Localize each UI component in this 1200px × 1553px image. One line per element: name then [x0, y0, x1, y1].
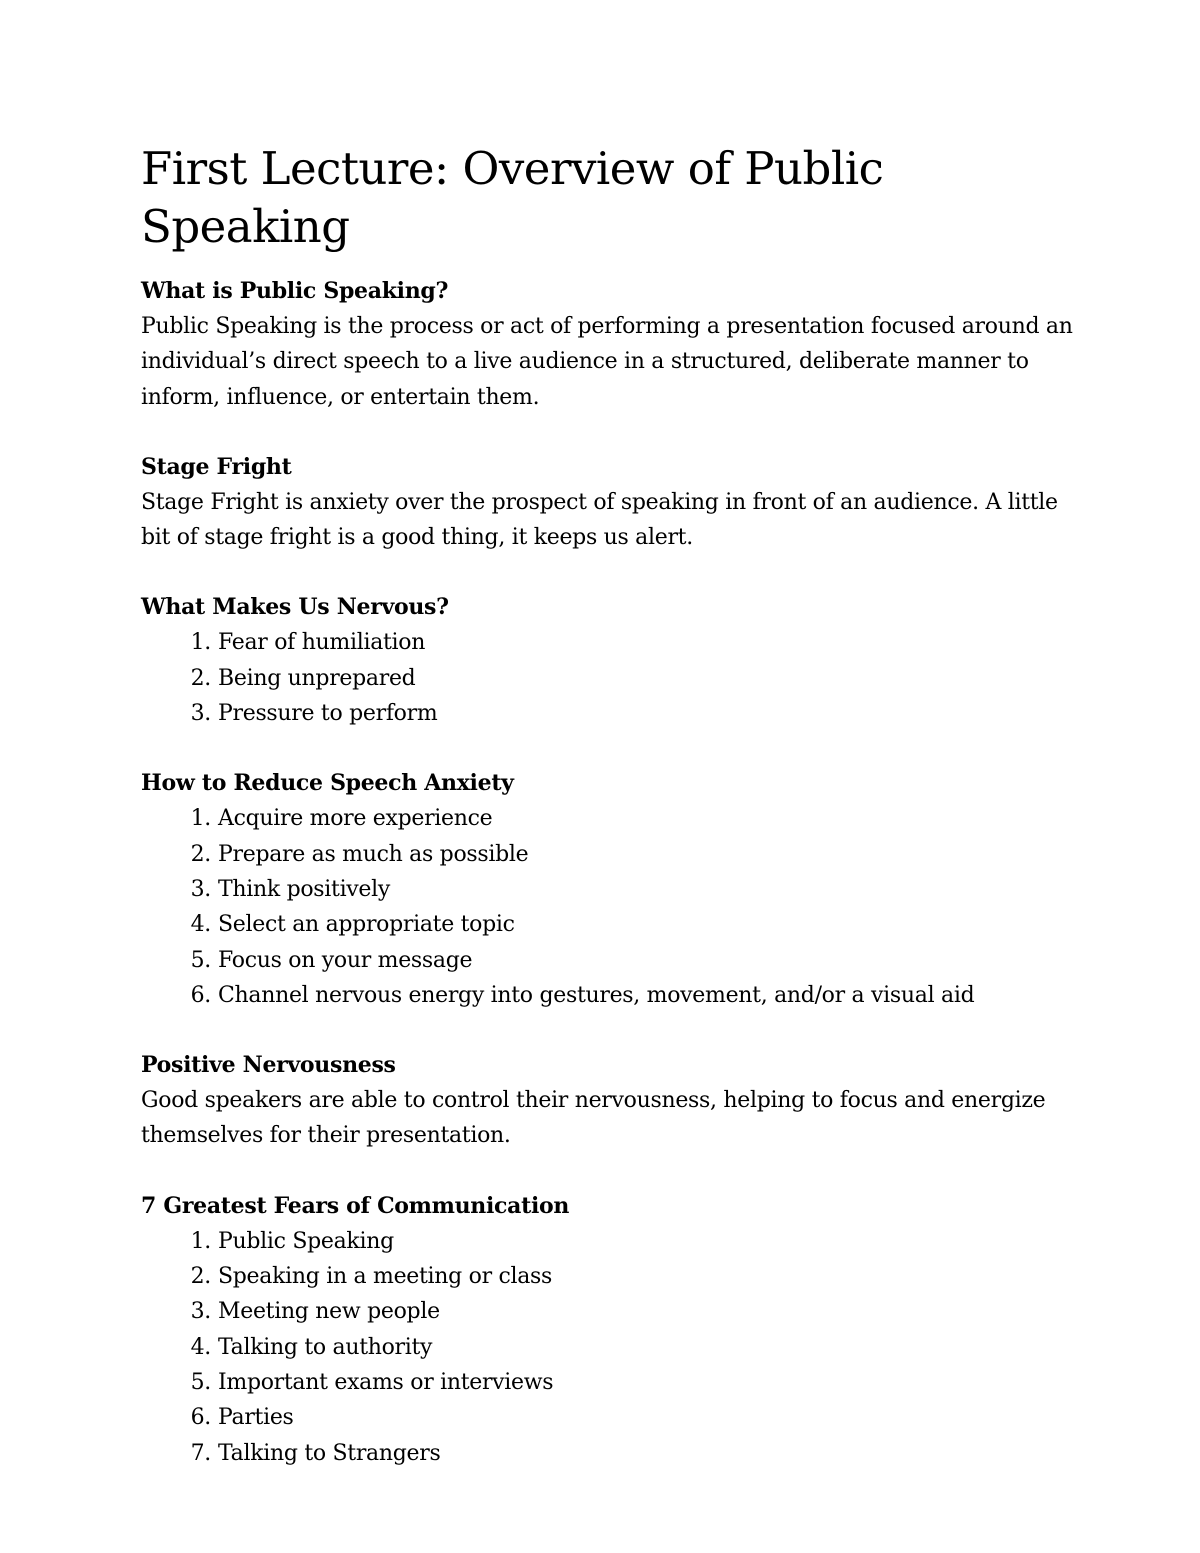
list-item: [141, 837, 1081, 872]
list-text: Talking to Strangers: [218, 1440, 441, 1466]
list-item: [141, 801, 1081, 836]
list-number: 2.: [190, 1264, 211, 1290]
section-heading: How to Reduce Speech Anxiety: [141, 770, 514, 797]
list-item: [141, 872, 1081, 907]
list-item: [141, 1365, 1081, 1400]
list-item: [141, 1400, 1081, 1435]
list-item: [141, 661, 1081, 696]
list-number: 3.: [190, 701, 211, 727]
numbered-list: [141, 1224, 1081, 1471]
list-item: [141, 696, 1081, 731]
section-greatest-fears: [141, 1189, 1081, 1471]
numbered-list: [141, 625, 1081, 731]
section-stage-fright: [141, 450, 1081, 556]
list-text: Prepare as much as possible: [218, 841, 529, 867]
section-reduce-speech-anxiety: [141, 766, 1081, 1013]
section-heading: Stage Fright: [141, 453, 292, 480]
list-number: 4.: [190, 912, 211, 938]
list-text: Talking to authority: [218, 1334, 433, 1360]
list-number: 1.: [190, 1228, 211, 1254]
section-heading: 7 Greatest Fears of Communication: [141, 1192, 570, 1219]
list-text: Public Speaking: [218, 1228, 394, 1254]
section-what-makes-us-nervous: [141, 590, 1081, 731]
list-number: 2.: [190, 841, 211, 867]
list-number: 3.: [190, 876, 211, 902]
list-number: 6.: [190, 1405, 211, 1431]
section-heading: What is Public Speaking?: [141, 278, 449, 304]
list-text: Channel nervous energy into gestures, movement, and/or a visual aid: [218, 982, 975, 1008]
list-number: 6.: [190, 982, 211, 1008]
list-number: 1.: [190, 630, 211, 656]
list-number: 1.: [190, 806, 211, 832]
section-what-is-public-speaking: [141, 274, 1081, 415]
section-body: Good speakers are able to control their nervousness, helping to focus and energize themselves for their presentation.: [141, 1088, 1046, 1149]
list-item: [141, 1330, 1081, 1365]
list-text: Being unprepared: [218, 665, 416, 691]
document-page: [141, 140, 1081, 1471]
section-heading: Positive Nervousness: [141, 1052, 396, 1079]
list-number: 4.: [190, 1334, 211, 1360]
list-item: [141, 907, 1081, 942]
list-text: Speaking in a meeting or class: [218, 1264, 553, 1290]
list-number: 3.: [190, 1299, 211, 1325]
section-body: Public Speaking is the process or act of performing a presentation focused around an individual’s direct speech to a live audience in a structured, deliberate manner to inform, influence, or entertain them.: [141, 314, 1073, 410]
numbered-list: [141, 801, 1081, 1013]
section-heading: What Makes Us Nervous?: [141, 594, 449, 621]
list-number: 5.: [190, 947, 211, 973]
list-text: Select an appropriate topic: [218, 912, 515, 938]
list-text: Focus on your message: [218, 947, 473, 973]
list-text: Parties: [218, 1405, 294, 1431]
list-number: 7.: [190, 1440, 211, 1466]
list-item: [141, 1294, 1081, 1329]
document-title: First Lecture: Overview of Public Speaking: [141, 142, 884, 253]
list-item: [141, 1259, 1081, 1294]
list-number: 5.: [190, 1369, 211, 1395]
section-body: Stage Fright is anxiety over the prospect of speaking in front of an audience. A little bit of stage fright is a good thing, it keeps us alert.: [141, 489, 1058, 551]
list-text: Acquire more experience: [218, 806, 493, 832]
list-item: [141, 1224, 1081, 1259]
list-text: Meeting new people: [218, 1299, 440, 1325]
list-text: Pressure to perform: [218, 701, 438, 727]
list-item: [141, 943, 1081, 978]
list-item: [141, 1436, 1081, 1471]
list-text: Think positively: [218, 876, 391, 902]
list-number: 2.: [190, 665, 211, 691]
list-text: Fear of humiliation: [218, 630, 426, 656]
list-item: [141, 625, 1081, 660]
list-item: [141, 978, 1081, 1013]
list-text: Important exams or interviews: [218, 1369, 554, 1395]
section-positive-nervousness: [141, 1048, 1081, 1154]
